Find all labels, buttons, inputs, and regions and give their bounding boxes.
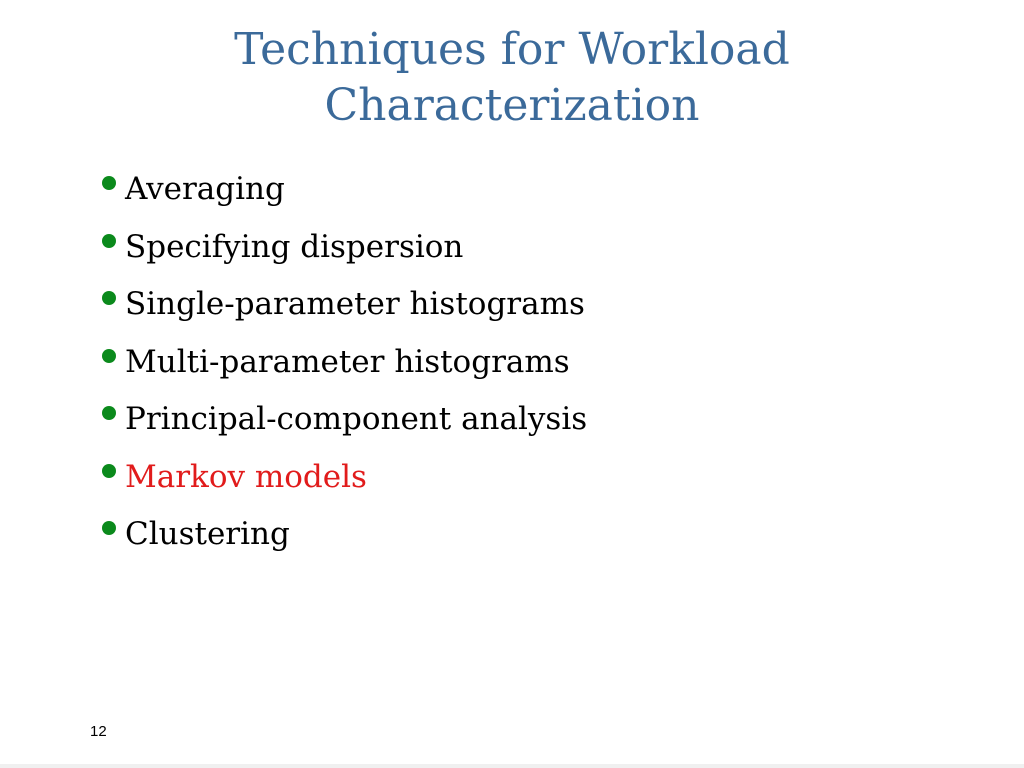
bullet-item-single-parameter-histograms xyxy=(102,282,587,340)
bullet-item-markov-models xyxy=(102,455,587,513)
bullet-list xyxy=(102,167,587,570)
bullet-item-clustering xyxy=(102,512,587,570)
bullet-item-principal-component-analysis xyxy=(102,397,587,455)
bullet-text: Clustering xyxy=(125,516,290,552)
bullet-text: Single-parameter histograms xyxy=(125,286,585,322)
bullet-dot-icon xyxy=(102,521,116,535)
bullet-item-averaging xyxy=(102,167,587,225)
bullet-text: Multi-parameter histograms xyxy=(125,343,570,380)
bullet-dot-icon xyxy=(102,464,116,478)
bullet-dot-icon xyxy=(102,176,116,190)
bullet-text: Specifying dispersion xyxy=(125,228,464,265)
slide-title-line-2: Characterization xyxy=(324,80,700,131)
bullet-text: Markov models xyxy=(125,458,367,495)
bullet-text: Averaging xyxy=(125,171,285,207)
bullet-dot-icon xyxy=(102,406,116,420)
bullet-item-multi-parameter-histograms xyxy=(102,340,587,398)
bottom-divider xyxy=(0,764,1024,768)
bullet-item-specifying-dispersion xyxy=(102,225,587,283)
bullet-dot-icon xyxy=(102,234,116,248)
slide-title xyxy=(0,22,1024,134)
bullet-dot-icon xyxy=(102,291,116,305)
bullet-dot-icon xyxy=(102,349,116,363)
slide-title-line-1: Techniques for Workload xyxy=(234,24,790,75)
bullet-text: Principal-component analysis xyxy=(125,401,588,437)
page-number: 12 xyxy=(90,723,107,740)
